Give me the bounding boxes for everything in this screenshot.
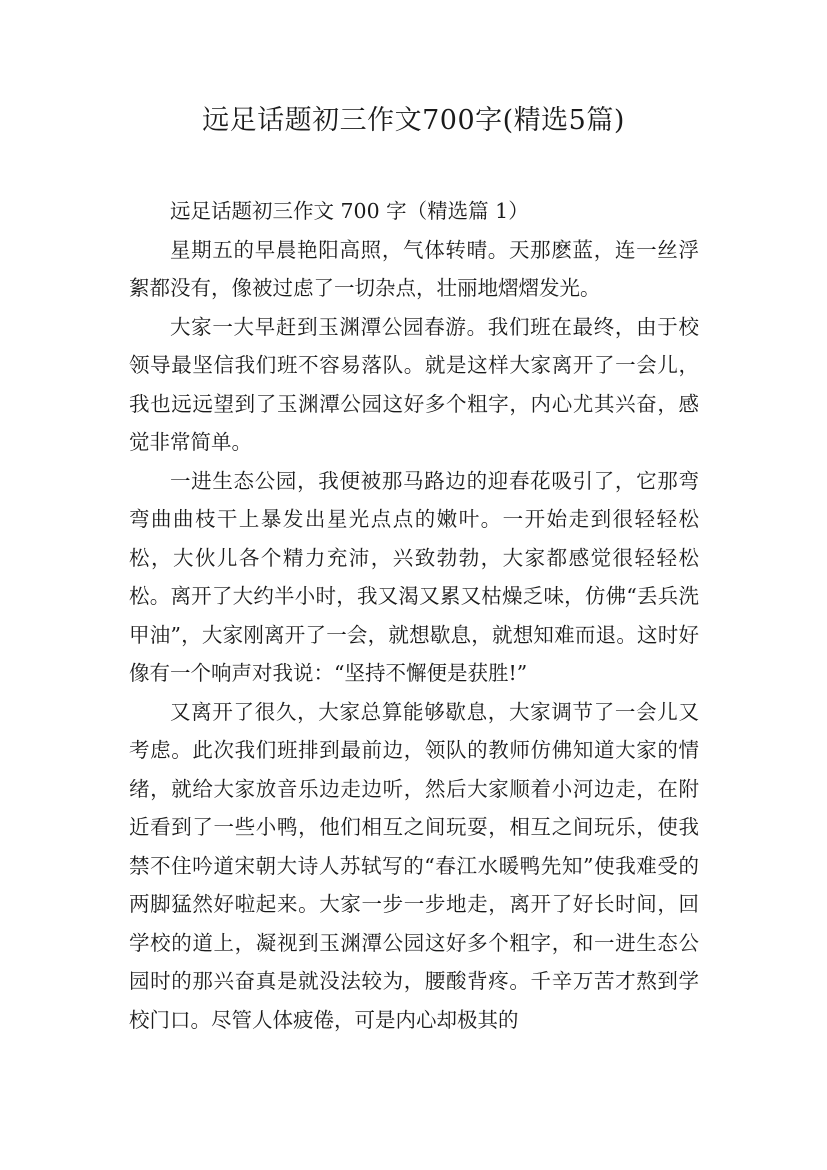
paragraph-4: 又离开了很久，大家总算能够歇息，大家调节了一会儿又考虑。此次我们班排到最前边，领队的教师仿佛知道大家的情绪，就给大家放音乐边走边听，然后大家顺着小河边走，在附近看到了一些小鸭，他们相互之间玩耍，相互之间玩乐，使我禁不住吟道宋朝大诗人苏轼写的“春江水暖鸭先知”使我难受的两脚猛然好啦起来。大家一步一步地走，离开了好长时间，回学校的道上，凝视到玉渊潭公园这好多个粗字，和一进生态公园时的那兴奋真是就没法较为，腰酸背疼。千辛万苦才熬到学校门口。尽管人体疲倦，可是内心却极其的 — [129, 699, 699, 1032]
paragraph-1: 星期五的早晨艳阳高照，气体转晴。天那麽蓝，连一丝浮絮都没有，像被过虑了一切杂点，壮丽地熠熠发光。 — [129, 237, 699, 300]
paragraph-3: 一进生态公园，我便被那马路边的迎春花吸引了，它那弯弯曲曲枝干上暴发出星光点点的嫩叶。一开始走到很轻轻松松，大伙儿各个精力充沛，兴致勃勃，大家都感觉很轻轻松松。离开了大约半小时，我又渴又累又枯燥乏味，仿佛“丢兵洗甲油”，大家刚离开了一会，就想歇息，就想知难而退。这时好像有一个响声对我说：“坚持不懈便是获胜!” — [129, 468, 699, 685]
document-title: 远足话题初三作文700字(精选5篇) — [202, 105, 625, 136]
paragraph-2: 大家一大早赶到玉渊潭公园春游。我们班在最终，由于校领导最坚信我们班不容易落队。就是这样大家离开了一会儿，我也远远望到了玉渊潭公园这好多个粗字，内心尤其兴奋，感觉非常简单。 — [129, 314, 699, 454]
section-heading: 远足话题初三作文 700 字（精选篇 1） — [170, 199, 529, 223]
document-body — [129, 192, 699, 1039]
